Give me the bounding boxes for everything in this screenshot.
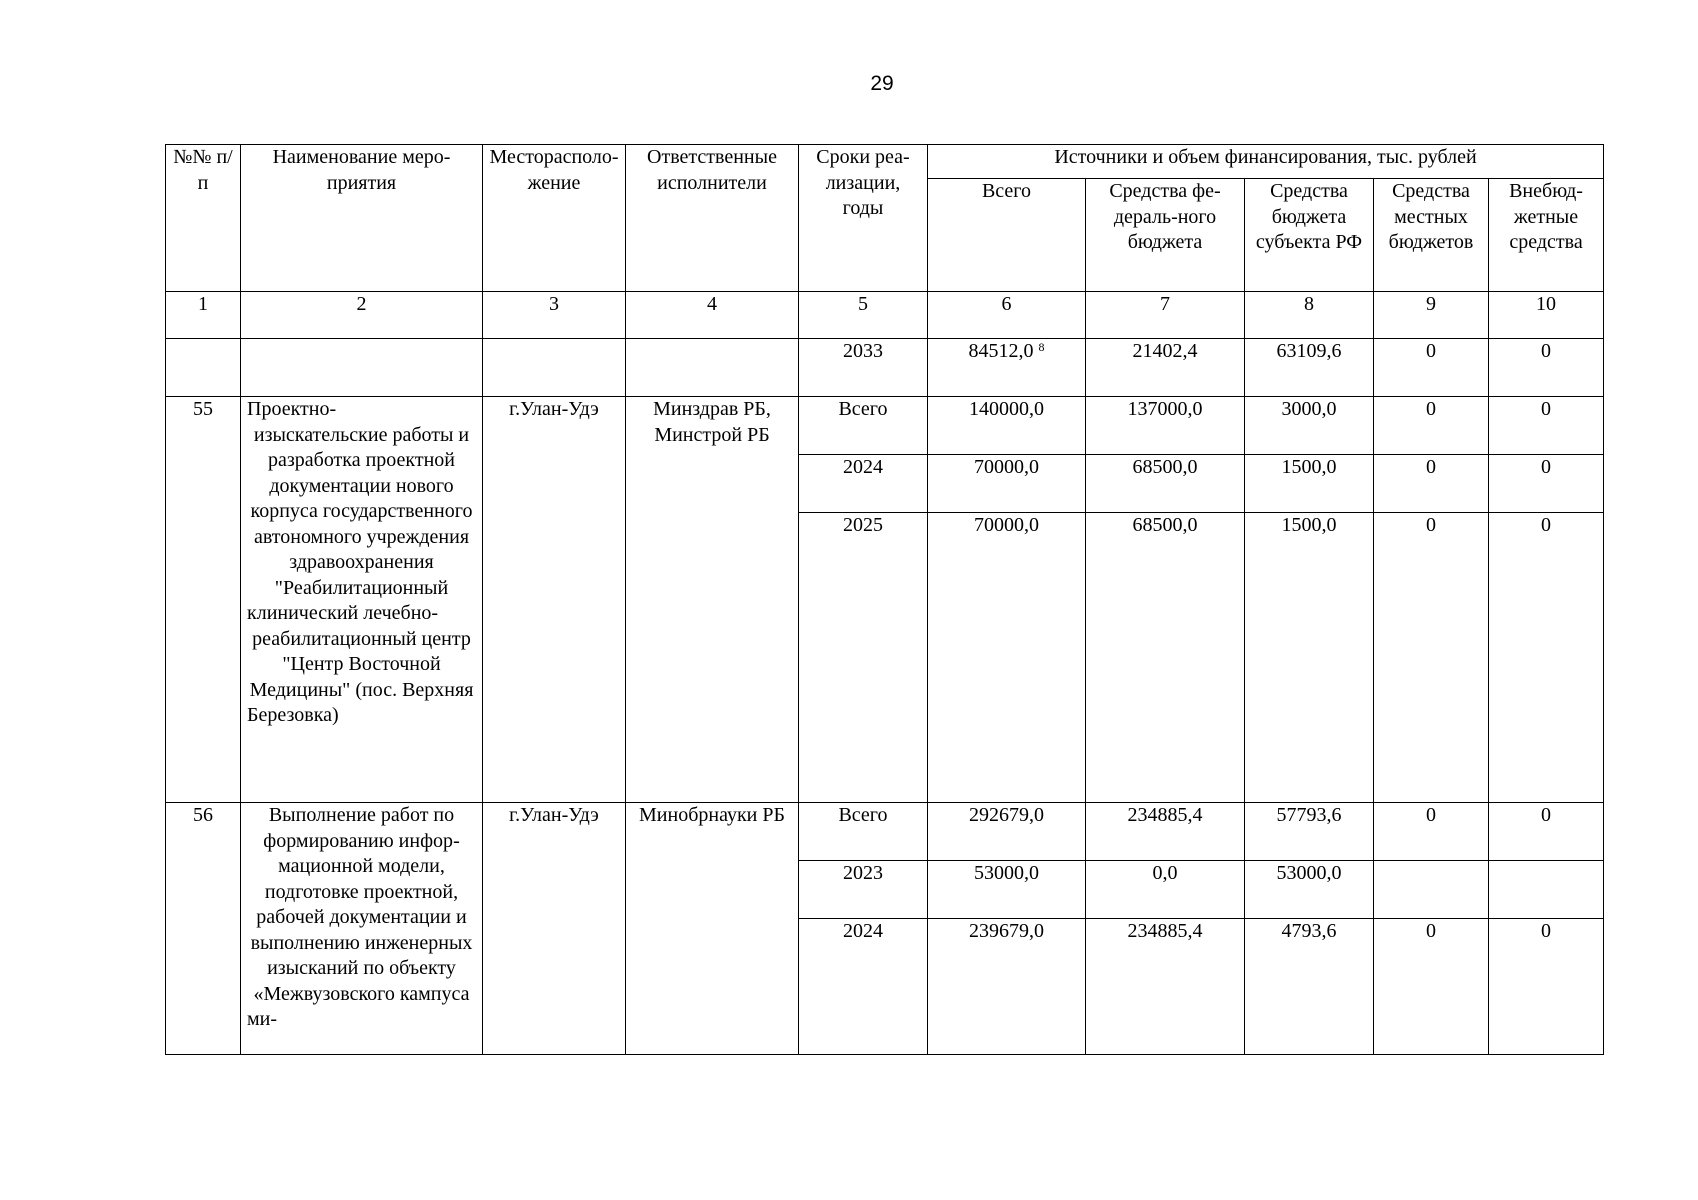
table-row <box>166 397 1604 455</box>
cell-total: 70000,0 <box>928 513 1086 803</box>
cell-local: 0 <box>1374 339 1489 397</box>
col-number: 6 <box>928 292 1086 339</box>
footnote-mark: 8 <box>1038 340 1045 354</box>
cell-local <box>1374 861 1489 919</box>
header-terms: Сроки реа-лизации, годы <box>799 145 928 292</box>
col-number: 1 <box>166 292 241 339</box>
table-row <box>166 339 1604 397</box>
col-number: 7 <box>1086 292 1245 339</box>
cell-subject: 57793,6 <box>1245 803 1374 861</box>
cell-executors <box>626 339 799 397</box>
header-total: Всего <box>928 179 1086 292</box>
cell-federal: 68500,0 <box>1086 513 1245 803</box>
cell-subject: 63109,6 <box>1245 339 1374 397</box>
cell-federal: 68500,0 <box>1086 455 1245 513</box>
cell-subject: 1500,0 <box>1245 455 1374 513</box>
cell-location: г.Улан-Удэ <box>483 803 626 1055</box>
cell-subject: 53000,0 <box>1245 861 1374 919</box>
cell-location: г.Улан-Удэ <box>483 397 626 803</box>
header-location: Месторасполо-жение <box>483 145 626 292</box>
cell-total: 70000,0 <box>928 455 1086 513</box>
header-executors: Ответственные исполнители <box>626 145 799 292</box>
cell-extra: 0 <box>1489 803 1604 861</box>
cell-year: 2033 <box>799 339 928 397</box>
cell-name <box>241 339 483 397</box>
financing-table <box>165 144 1604 1055</box>
cell-executors: Минздрав РБ, Минстрой РБ <box>626 397 799 803</box>
cell-year: Всего <box>799 397 928 455</box>
cell-extra: 0 <box>1489 513 1604 803</box>
cell-extra: 0 <box>1489 397 1604 455</box>
cell-location <box>483 339 626 397</box>
table-row <box>166 803 1604 861</box>
cell-local: 0 <box>1374 397 1489 455</box>
header-extra: Внебюд-жетные средства <box>1489 179 1604 292</box>
page-number: 29 <box>870 72 894 95</box>
cell-local: 0 <box>1374 455 1489 513</box>
header-name: Наименование меро-приятия <box>241 145 483 292</box>
cell-total: 53000,0 <box>928 861 1086 919</box>
cell-total: 292679,0 <box>928 803 1086 861</box>
col-number: 5 <box>799 292 928 339</box>
cell-total: 239679,0 <box>928 919 1086 1055</box>
cell-extra: 0 <box>1489 919 1604 1055</box>
cell-total: 84512,0 $^8$ <box>928 339 1086 397</box>
cell-federal: 0,0 <box>1086 861 1245 919</box>
cell-federal: 137000,0 <box>1086 397 1245 455</box>
cell-num <box>166 339 241 397</box>
cell-extra <box>1489 861 1604 919</box>
col-number: 4 <box>626 292 799 339</box>
cell-local: 0 <box>1374 513 1489 803</box>
cell-name: Проектно- изыскательские работы и разработка проектной документации нового корпуса государственного автономного учреждения здравоохранения "Реабилитационный клинический лечебно- реабилитационный центр "Центр Восточной Медицины" (пос. Верхняя Березовка) <box>241 397 483 803</box>
cell-federal: 21402,4 <box>1086 339 1245 397</box>
cell-subject: 3000,0 <box>1245 397 1374 455</box>
cell-extra: 0 <box>1489 455 1604 513</box>
cell-subject: 4793,6 <box>1245 919 1374 1055</box>
cell-year: 2023 <box>799 861 928 919</box>
cell-local: 0 <box>1374 803 1489 861</box>
header-sources: Источники и объем финансирования, тыс. рублей <box>928 145 1604 179</box>
header-subject: Средства бюджета субъекта РФ <box>1245 179 1374 292</box>
col-number: 8 <box>1245 292 1374 339</box>
cell-executors: Минобрнауки РБ <box>626 803 799 1055</box>
cell-federal: 234885,4 <box>1086 803 1245 861</box>
col-number: 10 <box>1489 292 1604 339</box>
header-row <box>166 145 1604 179</box>
cell-extra: 0 <box>1489 339 1604 397</box>
column-numbers-row <box>166 292 1604 339</box>
header-federal: Средства фе-дераль-ного бюджета <box>1086 179 1245 292</box>
cell-federal: 234885,4 <box>1086 919 1245 1055</box>
cell-local: 0 <box>1374 919 1489 1055</box>
cell-name: Выполнение работ по формированию информационной модели, подготовке проектной, рабочей документации и выполнению инженерных изысканий по объекту «Межвузовского кампуса ми- <box>241 803 483 1055</box>
cell-num: 56 <box>166 803 241 1055</box>
cell-year: Всего <box>799 803 928 861</box>
cell-year: 2025 <box>799 513 928 803</box>
cell-subject: 1500,0 <box>1245 513 1374 803</box>
cell-year: 2024 <box>799 455 928 513</box>
col-number: 3 <box>483 292 626 339</box>
cell-total: 140000,0 <box>928 397 1086 455</box>
col-number: 2 <box>241 292 483 339</box>
header-local: Средства местных бюджетов <box>1374 179 1489 292</box>
cell-num: 55 <box>166 397 241 803</box>
header-num: №№ п/п <box>166 145 241 292</box>
cell-year: 2024 <box>799 919 928 1055</box>
col-number: 9 <box>1374 292 1489 339</box>
